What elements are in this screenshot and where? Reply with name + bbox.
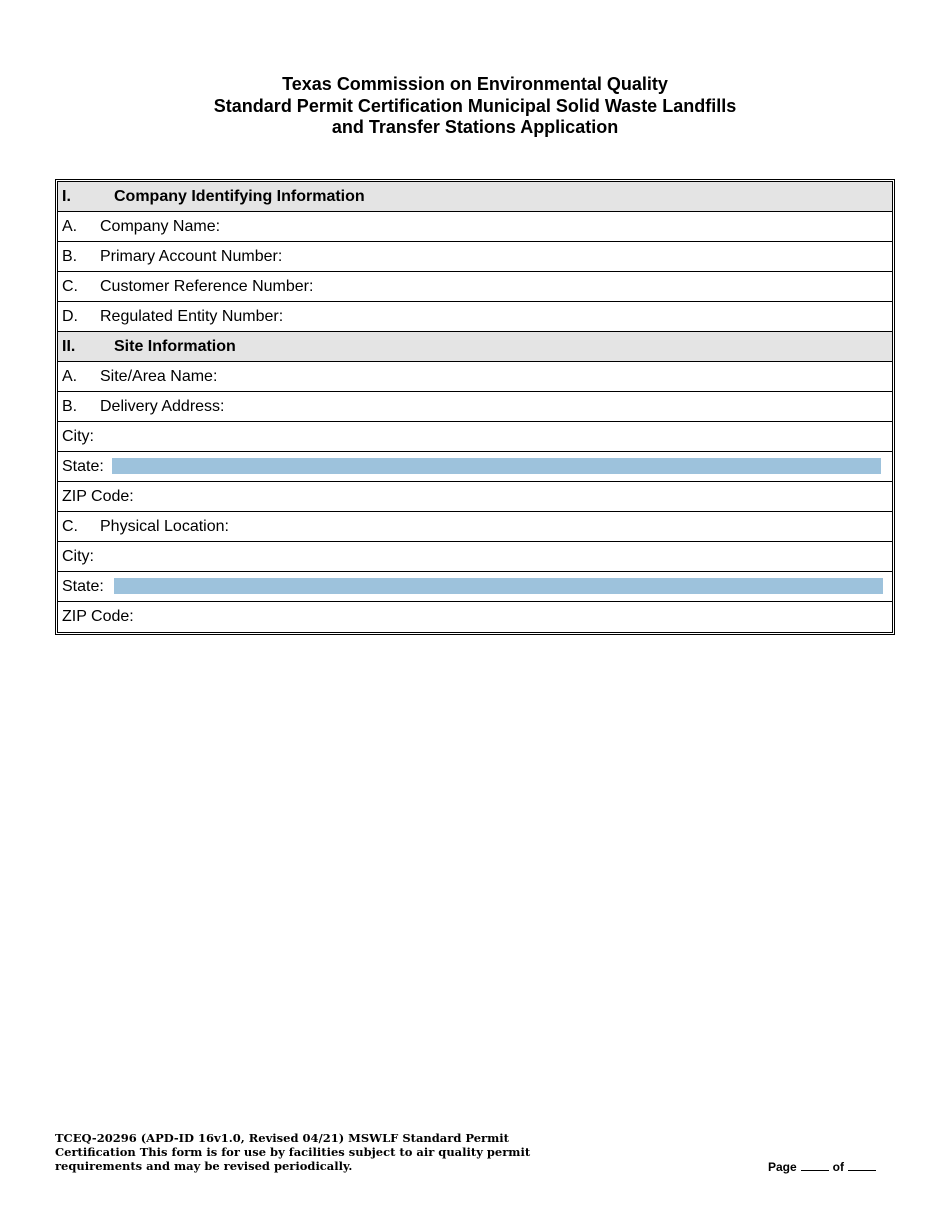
customer-reference-number-label: Customer Reference Number: — [100, 277, 314, 295]
form-footer-info: TCEQ-20296 (APD-ID 16v1.0, Revised 04/21) MSWLF Standard Permit Certification This form is for use by facilities subject to air quality permit requirements and may be revised periodically. — [55, 1131, 531, 1173]
section-heading: Site Information — [114, 337, 236, 355]
section-number: II. — [62, 337, 76, 355]
company-name-label: Company Name: — [100, 217, 221, 235]
row-letter: B. — [62, 397, 78, 415]
section-company-header — [58, 182, 892, 212]
delivery-address-label: Delivery Address: — [100, 397, 225, 415]
page-number — [768, 1159, 880, 1174]
delivery-state-row — [58, 452, 892, 482]
page-label: Page — [767, 1160, 797, 1174]
row-letter: A. — [62, 367, 78, 385]
row-letter: C. — [62, 277, 78, 295]
physical-city-label: City: — [62, 547, 94, 565]
physical-state-dropdown[interactable] — [114, 578, 883, 594]
primary-account-number-label: Primary Account Number: — [100, 247, 283, 265]
physical-location-row[interactable] — [58, 512, 892, 542]
section-site-header — [58, 332, 892, 362]
physical-location-label: Physical Location: — [100, 517, 229, 535]
row-letter: D. — [62, 307, 78, 325]
site-area-name-label: Site/Area Name: — [100, 367, 218, 385]
row-letter: C. — [62, 517, 78, 535]
delivery-zip-row[interactable] — [58, 482, 892, 512]
physical-city-row[interactable] — [58, 542, 892, 572]
delivery-city-row[interactable] — [58, 422, 892, 452]
title-line-3: and Transfer Stations Application — [331, 117, 619, 137]
page-blank[interactable] — [801, 1159, 829, 1171]
regulated-entity-number-row[interactable] — [58, 302, 892, 332]
delivery-address-row[interactable] — [58, 392, 892, 422]
section-number: I. — [62, 187, 71, 205]
site-area-name-row[interactable] — [58, 362, 892, 392]
regulated-entity-number-label: Regulated Entity Number: — [100, 307, 284, 325]
row-letter: B. — [62, 247, 78, 265]
physical-state-row — [58, 572, 892, 602]
row-letter: A. — [62, 217, 78, 235]
document-title — [0, 74, 950, 139]
delivery-city-label: City: — [62, 427, 94, 445]
of-label: of — [832, 1160, 844, 1174]
customer-reference-number-row[interactable] — [58, 272, 892, 302]
delivery-state-dropdown[interactable] — [112, 458, 881, 474]
application-form — [55, 179, 895, 635]
delivery-state-label: State: — [62, 457, 104, 475]
company-name-row[interactable] — [58, 212, 892, 242]
physical-zip-label: ZIP Code: — [62, 608, 134, 625]
physical-state-label: State: — [62, 577, 104, 595]
title-line-1: Texas Commission on Environmental Quality — [282, 74, 668, 94]
section-heading: Company Identifying Information — [114, 187, 365, 205]
title-line-2: Standard Permit Certification Municipal Solid Waste Landfills — [213, 95, 737, 116]
delivery-zip-label: ZIP Code: — [62, 487, 134, 505]
primary-account-number-row[interactable] — [58, 242, 892, 272]
physical-zip-row[interactable] — [58, 602, 892, 632]
total-pages-blank[interactable] — [848, 1159, 876, 1171]
